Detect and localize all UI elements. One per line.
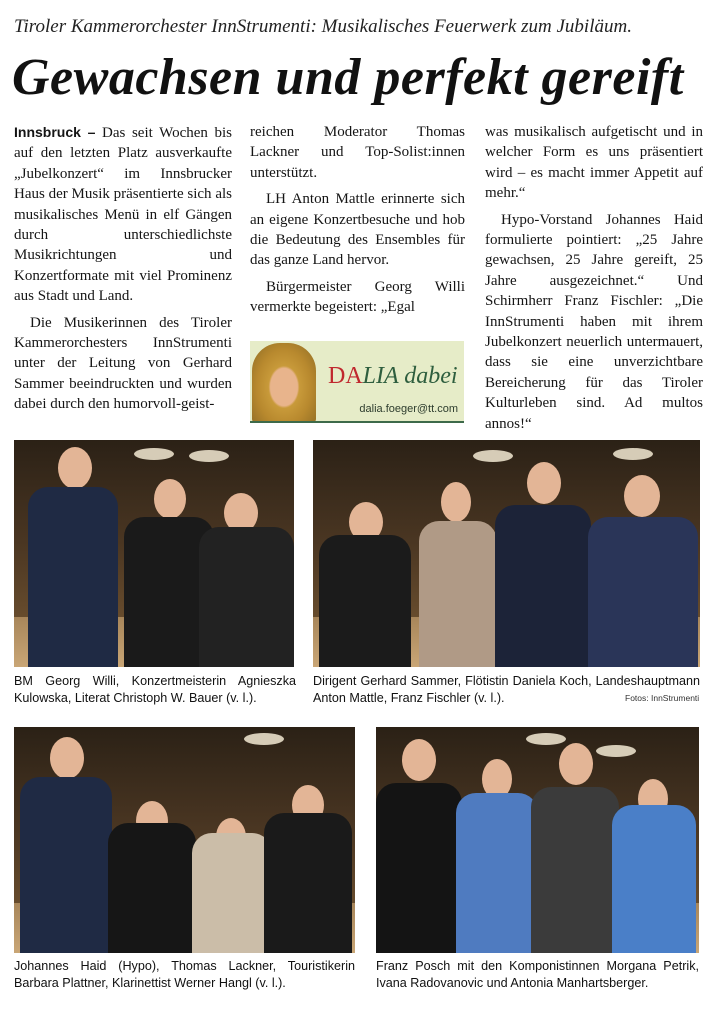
kicker: Tiroler Kammerorchester InnStrumenti: Musikalisches Feuerwerk zum Jubiläum. [14, 16, 632, 37]
photo-4-caption: Franz Posch mit den Komponistinnen Morgana Petrik, Ivana Radovanovic und Antonia Manhartsberger. [376, 959, 699, 990]
photo-credit: Fotos: InnStrumenti [625, 693, 700, 703]
photo-3 [14, 727, 355, 953]
article-column-1 [14, 122, 232, 415]
columnist-logo: DALIA dabei [328, 363, 458, 389]
article-paragraph: was musikalisch aufgetischt und in welcher Form es uns präsentiert wird – es macht immer Appetit auf mehr.“ [485, 124, 703, 202]
article-paragraph: Hypo-Vorstand Johannes Haid formulierte pointiert: „25 Jahre gewachsen, 25 Jahre gereift, 25 Jahre ausgezeichnet.“ Und Schirmherr Franz Fischler: „Die InnStrumenti haben mit ihrem Jubelkonzert neuerlich untermauert, dass sie eine unverzichtbare Bereicherung für das Tiroler Kulturleben sind. Ad multos annos!“ [485, 211, 703, 432]
article-paragraph: reichen Moderator Thomas Lackner und Top-Solist:innen unterstützt. [250, 124, 465, 181]
photo-2-caption: Dirigent Gerhard Sammer, Flötistin Daniela Koch, Landeshauptmann Anton Mattle, Franz Fischler (v. l.). [313, 674, 700, 705]
columnist-email: dalia.foeger@tt.com [359, 403, 458, 415]
columnist-portrait [252, 343, 316, 423]
article-column-3 [485, 122, 703, 434]
photo-2 [313, 440, 700, 667]
article-column-2 [250, 122, 465, 318]
article-paragraph: LH Anton Mattle erinnerte sich an eigene Konzertbesuche und hob die Bedeutung des Ensembles für das ganze Land hervor. [250, 191, 465, 269]
headline: Gewachsen und perfekt gereift [12, 49, 684, 106]
paragraph-text: Das seit Wochen bis auf den letzten Platz ausverkaufte „Jubelkonzert“ im Innsbrucker Haus der Musik präsentierte sich als musikalisches Menü in elf Gängen durch unterschiedlichste Musikrichtungen und Konzertformate mit viel Prominenz aus Stadt und Land. [14, 125, 233, 305]
photo-1 [14, 440, 294, 667]
photo-1-caption: BM Georg Willi, Konzertmeisterin Agnieszka Kulowska, Literat Christoph W. Bauer (v. l.). [14, 674, 296, 705]
photo-4 [376, 727, 699, 953]
dateline: Innsbruck – [14, 124, 96, 140]
columnist-box [250, 341, 464, 423]
article-paragraph: Die Musikerinnen des Tiroler Kammerorchesters InnStrumenti unter der Leitung von Gerhard Sammer beeindruckten und wurden dabei durch den humorvoll-geist- [14, 314, 232, 413]
article-paragraph [14, 122, 232, 307]
article-paragraph: Bürgermeister Georg Willi vermerkte begeistert: „Egal [250, 278, 465, 316]
photo-3-caption: Johannes Haid (Hypo), Thomas Lackner, Touristikerin Barbara Plattner, Klarinettist Werner Hangl (v. l.). [14, 959, 355, 990]
